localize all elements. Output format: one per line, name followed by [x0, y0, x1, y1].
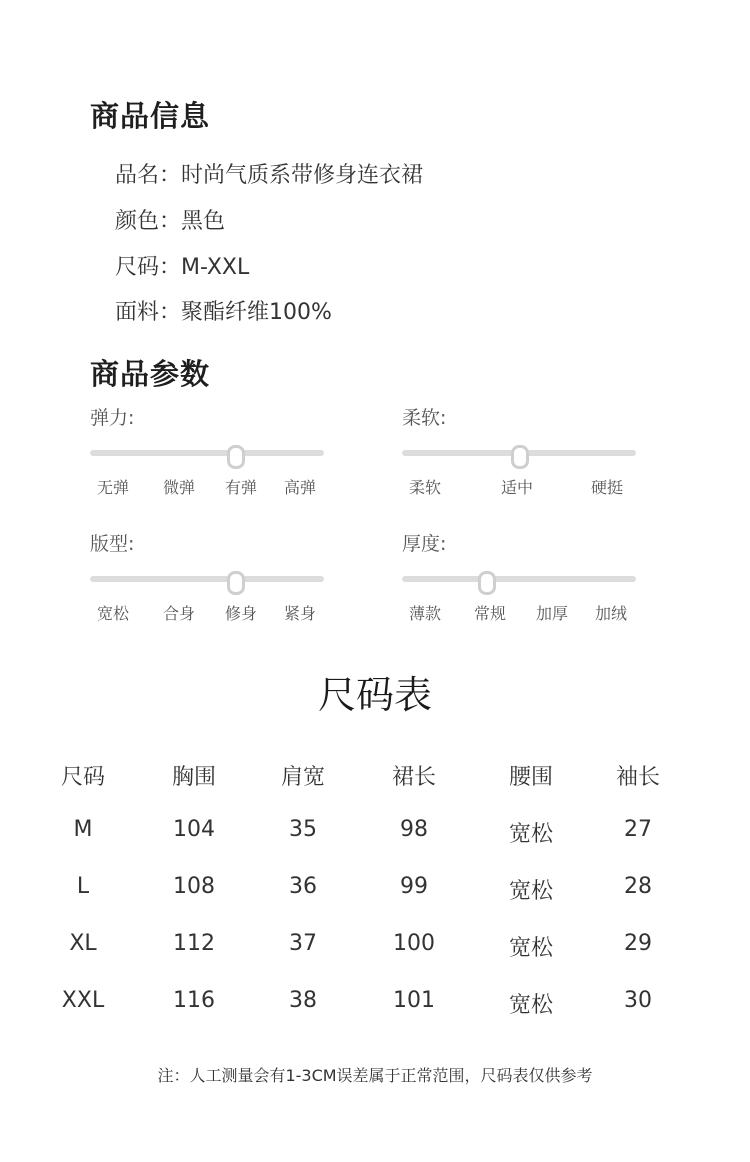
thickness-slider-track — [402, 576, 636, 582]
table-cell: 116 — [173, 988, 215, 1013]
softness-slider-knob — [511, 445, 529, 469]
table-cell: 28 — [624, 874, 652, 899]
table-cell: 宽松 — [508, 936, 554, 961]
fit-slider-track — [90, 576, 324, 582]
table-cell: 27 — [624, 817, 652, 842]
slider-option: 合身 — [162, 604, 196, 623]
info-key: 品名： — [115, 163, 182, 188]
info-row-size — [115, 250, 249, 281]
param-label-elasticity: 弹力: — [90, 407, 135, 429]
size-table-title: 尺码表 — [317, 673, 432, 717]
table-cell: M — [73, 817, 93, 842]
table-header-cell: 尺码 — [60, 765, 106, 790]
param-label-thickness: 厚度: — [402, 533, 447, 555]
table-cell: 宽松 — [508, 993, 554, 1018]
table-cell: 宽松 — [508, 879, 554, 904]
slider-option: 高弹 — [283, 478, 317, 497]
info-key: 面料： — [115, 300, 182, 325]
table-cell: 37 — [289, 931, 317, 956]
info-value: 聚酯纤维100% — [181, 300, 332, 325]
table-header-cell: 裙长 — [391, 765, 437, 790]
table-cell: XL — [69, 931, 97, 956]
table-cell: 宽松 — [508, 822, 554, 847]
param-label-softness: 柔软: — [402, 407, 447, 429]
table-cell: 101 — [393, 988, 435, 1013]
table-header-cell: 胸围 — [171, 765, 217, 790]
slider-option: 常规 — [473, 604, 507, 623]
product-params-title: 商品参数 — [90, 357, 211, 391]
info-row-color — [115, 204, 225, 235]
info-value: 黑色 — [181, 209, 226, 234]
slider-option: 加厚 — [535, 604, 569, 623]
param-label-fit: 版型: — [90, 533, 135, 555]
table-cell: 99 — [400, 874, 428, 899]
info-value: 时尚气质系带修身连衣裙 — [181, 163, 424, 188]
table-cell: XXL — [61, 988, 105, 1013]
table-cell: 38 — [289, 988, 317, 1013]
table-cell: 98 — [400, 817, 428, 842]
info-row-fabric — [115, 295, 332, 326]
slider-option: 修身 — [224, 604, 258, 623]
table-cell: 100 — [393, 931, 435, 956]
slider-option: 加绒 — [594, 604, 628, 623]
table-cell: 104 — [173, 817, 215, 842]
slider-option: 宽松 — [96, 604, 130, 623]
table-cell: 30 — [624, 988, 652, 1013]
table-header-cell: 袖长 — [615, 765, 661, 790]
slider-option: 薄款 — [408, 604, 442, 623]
slider-option: 有弹 — [224, 478, 258, 497]
table-cell: 29 — [624, 931, 652, 956]
info-key: 颜色： — [115, 209, 182, 234]
slider-option: 微弹 — [162, 478, 196, 497]
slider-option: 硬挺 — [590, 478, 624, 497]
elasticity-slider-knob — [227, 445, 245, 469]
thickness-slider-knob — [478, 571, 496, 595]
slider-option: 柔软 — [408, 478, 442, 497]
elasticity-slider-track — [90, 450, 324, 456]
table-header-cell: 腰围 — [508, 765, 554, 790]
info-row-name — [115, 158, 423, 189]
table-header-cell: 肩宽 — [280, 765, 326, 790]
slider-option: 适中 — [500, 478, 534, 497]
table-cell: 108 — [173, 874, 215, 899]
info-key: 尺码： — [115, 255, 182, 280]
fit-slider-knob — [227, 571, 245, 595]
table-cell: 36 — [289, 874, 317, 899]
table-cell: L — [76, 874, 90, 899]
slider-option: 无弹 — [96, 478, 130, 497]
slider-option: 紧身 — [283, 604, 317, 623]
product-info-title: 商品信息 — [90, 99, 211, 133]
size-note: 注：人工测量会有1-3CM误差属于正常范围，尺码表仅供参考 — [157, 1066, 593, 1085]
table-cell: 35 — [289, 817, 317, 842]
table-cell: 112 — [173, 931, 215, 956]
info-value: M-XXL — [181, 255, 250, 280]
